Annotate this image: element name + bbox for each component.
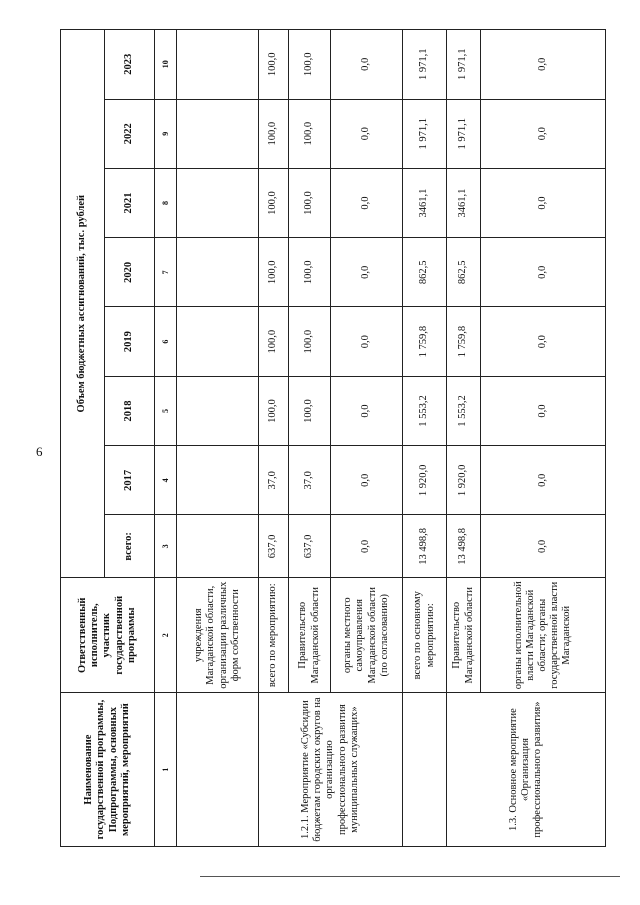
header-total: всего: [105, 515, 155, 578]
row-value-cell: 100,0 [289, 99, 331, 168]
row-executor-cell: всего по основному мероприятию: [403, 578, 447, 693]
row-value-cell: 1 971,1 [447, 30, 481, 100]
row-value-cell [177, 238, 259, 307]
row-value-cell: 100,0 [259, 99, 289, 168]
col-number: 9 [155, 99, 177, 168]
row-value-cell: 1 971,1 [447, 99, 481, 168]
row-value-cell: 0,0 [481, 30, 606, 100]
row-executor-cell: Правительство Магаданской области [289, 578, 331, 693]
row-value-cell: 1 553,2 [403, 376, 447, 445]
row-value-cell: 0,0 [331, 30, 403, 100]
row-value-cell: 37,0 [289, 446, 331, 515]
row-value-cell: 100,0 [289, 307, 331, 376]
header-year-2022: 2022 [105, 99, 155, 168]
footer-divider [200, 876, 620, 877]
row-value-cell: 37,0 [259, 446, 289, 515]
col-number: 3 [155, 515, 177, 578]
row-value-cell [177, 30, 259, 100]
row-value-cell: 0,0 [481, 238, 606, 307]
row-executor-cell: органы исполнительной власти Магаданской области; органы государственной власти Магаданской [481, 578, 606, 693]
row-value-cell: 1 759,8 [403, 307, 447, 376]
row-value-cell: 100,0 [289, 376, 331, 445]
row-value-cell: 0,0 [481, 307, 606, 376]
col-number: 4 [155, 446, 177, 515]
row-executor-cell: Правительство Магаданской области [447, 578, 481, 693]
header-year-2020: 2020 [105, 238, 155, 307]
header-year-2017: 2017 [105, 446, 155, 515]
row-value-cell: 0,0 [331, 168, 403, 237]
row-value-cell: 0,0 [331, 99, 403, 168]
row-executor-cell: всего по мероприятию: [259, 578, 289, 693]
row-value-cell: 0,0 [481, 168, 606, 237]
row-value-cell: 862,5 [403, 238, 447, 307]
row-total-cell: 0,0 [331, 515, 403, 578]
row-value-cell: 0,0 [331, 376, 403, 445]
row-value-cell: 0,0 [331, 446, 403, 515]
row-name-cell: 1.2.1. Мероприятие «Субсидии бюджетам городских округов на организацию профессионального развития муниципальных служащих» [259, 693, 403, 847]
rotated-table-container [60, 29, 606, 847]
header-budget-group: Объем бюджетных ассигнований, тыс. рублей [61, 30, 105, 578]
col-number: 10 [155, 30, 177, 100]
row-value-cell: 3461,1 [447, 168, 481, 237]
row-total-cell: 637,0 [289, 515, 331, 578]
row-total-cell: 13 498,8 [403, 515, 447, 578]
row-value-cell: 0,0 [331, 238, 403, 307]
row-value-cell [177, 168, 259, 237]
row-value-cell: 100,0 [259, 168, 289, 237]
row-value-cell: 1 553,2 [447, 376, 481, 445]
header-year-2023: 2023 [105, 30, 155, 100]
row-value-cell: 100,0 [259, 30, 289, 100]
row-total-cell [177, 515, 259, 578]
row-value-cell: 1 920,0 [403, 446, 447, 515]
row-value-cell: 100,0 [289, 168, 331, 237]
row-name-cell [177, 693, 259, 847]
row-value-cell: 1 759,8 [447, 307, 481, 376]
row-value-cell: 1 971,1 [403, 99, 447, 168]
row-total-cell: 0,0 [481, 515, 606, 578]
row-value-cell: 100,0 [259, 376, 289, 445]
row-value-cell: 0,0 [481, 376, 606, 445]
row-value-cell: 100,0 [289, 30, 331, 100]
row-value-cell: 1 971,1 [403, 30, 447, 100]
row-total-cell: 637,0 [259, 515, 289, 578]
row-value-cell [177, 307, 259, 376]
row-executor-cell: учреждения Магаданской области, организации различных форм собственности [177, 578, 259, 693]
row-name-cell [403, 693, 447, 847]
row-value-cell: 0,0 [481, 99, 606, 168]
row-value-cell: 3461,1 [403, 168, 447, 237]
col-number: 7 [155, 238, 177, 307]
header-year-2019: 2019 [105, 307, 155, 376]
header-year-2021: 2021 [105, 168, 155, 237]
row-value-cell: 862,5 [447, 238, 481, 307]
row-value-cell: 100,0 [289, 238, 331, 307]
page-number: 6 [36, 444, 43, 459]
col-number: 5 [155, 376, 177, 445]
row-value-cell [177, 446, 259, 515]
header-name: Наименование государственной программы, Подпрограммы, основных мероприятий, мероприятий [61, 693, 155, 847]
col-number: 6 [155, 307, 177, 376]
row-value-cell: 100,0 [259, 307, 289, 376]
row-value-cell: 0,0 [481, 446, 606, 515]
row-value-cell: 0,0 [331, 307, 403, 376]
header-executor: Ответственный исполнитель, участник государственной программы [61, 578, 155, 693]
row-value-cell [177, 376, 259, 445]
col-number: 2 [155, 578, 177, 693]
row-value-cell: 100,0 [259, 238, 289, 307]
budget-table [60, 29, 606, 847]
col-number: 1 [155, 693, 177, 847]
row-value-cell: 1 920,0 [447, 446, 481, 515]
row-total-cell: 13 498,8 [447, 515, 481, 578]
row-executor-cell: органы местного самоуправления Магаданской области (по согласованию) [331, 578, 403, 693]
col-number: 8 [155, 168, 177, 237]
row-name-cell: 1.3. Основное мероприятие «Организация профессионального развития» [447, 693, 606, 847]
row-value-cell [177, 99, 259, 168]
header-year-2018: 2018 [105, 376, 155, 445]
